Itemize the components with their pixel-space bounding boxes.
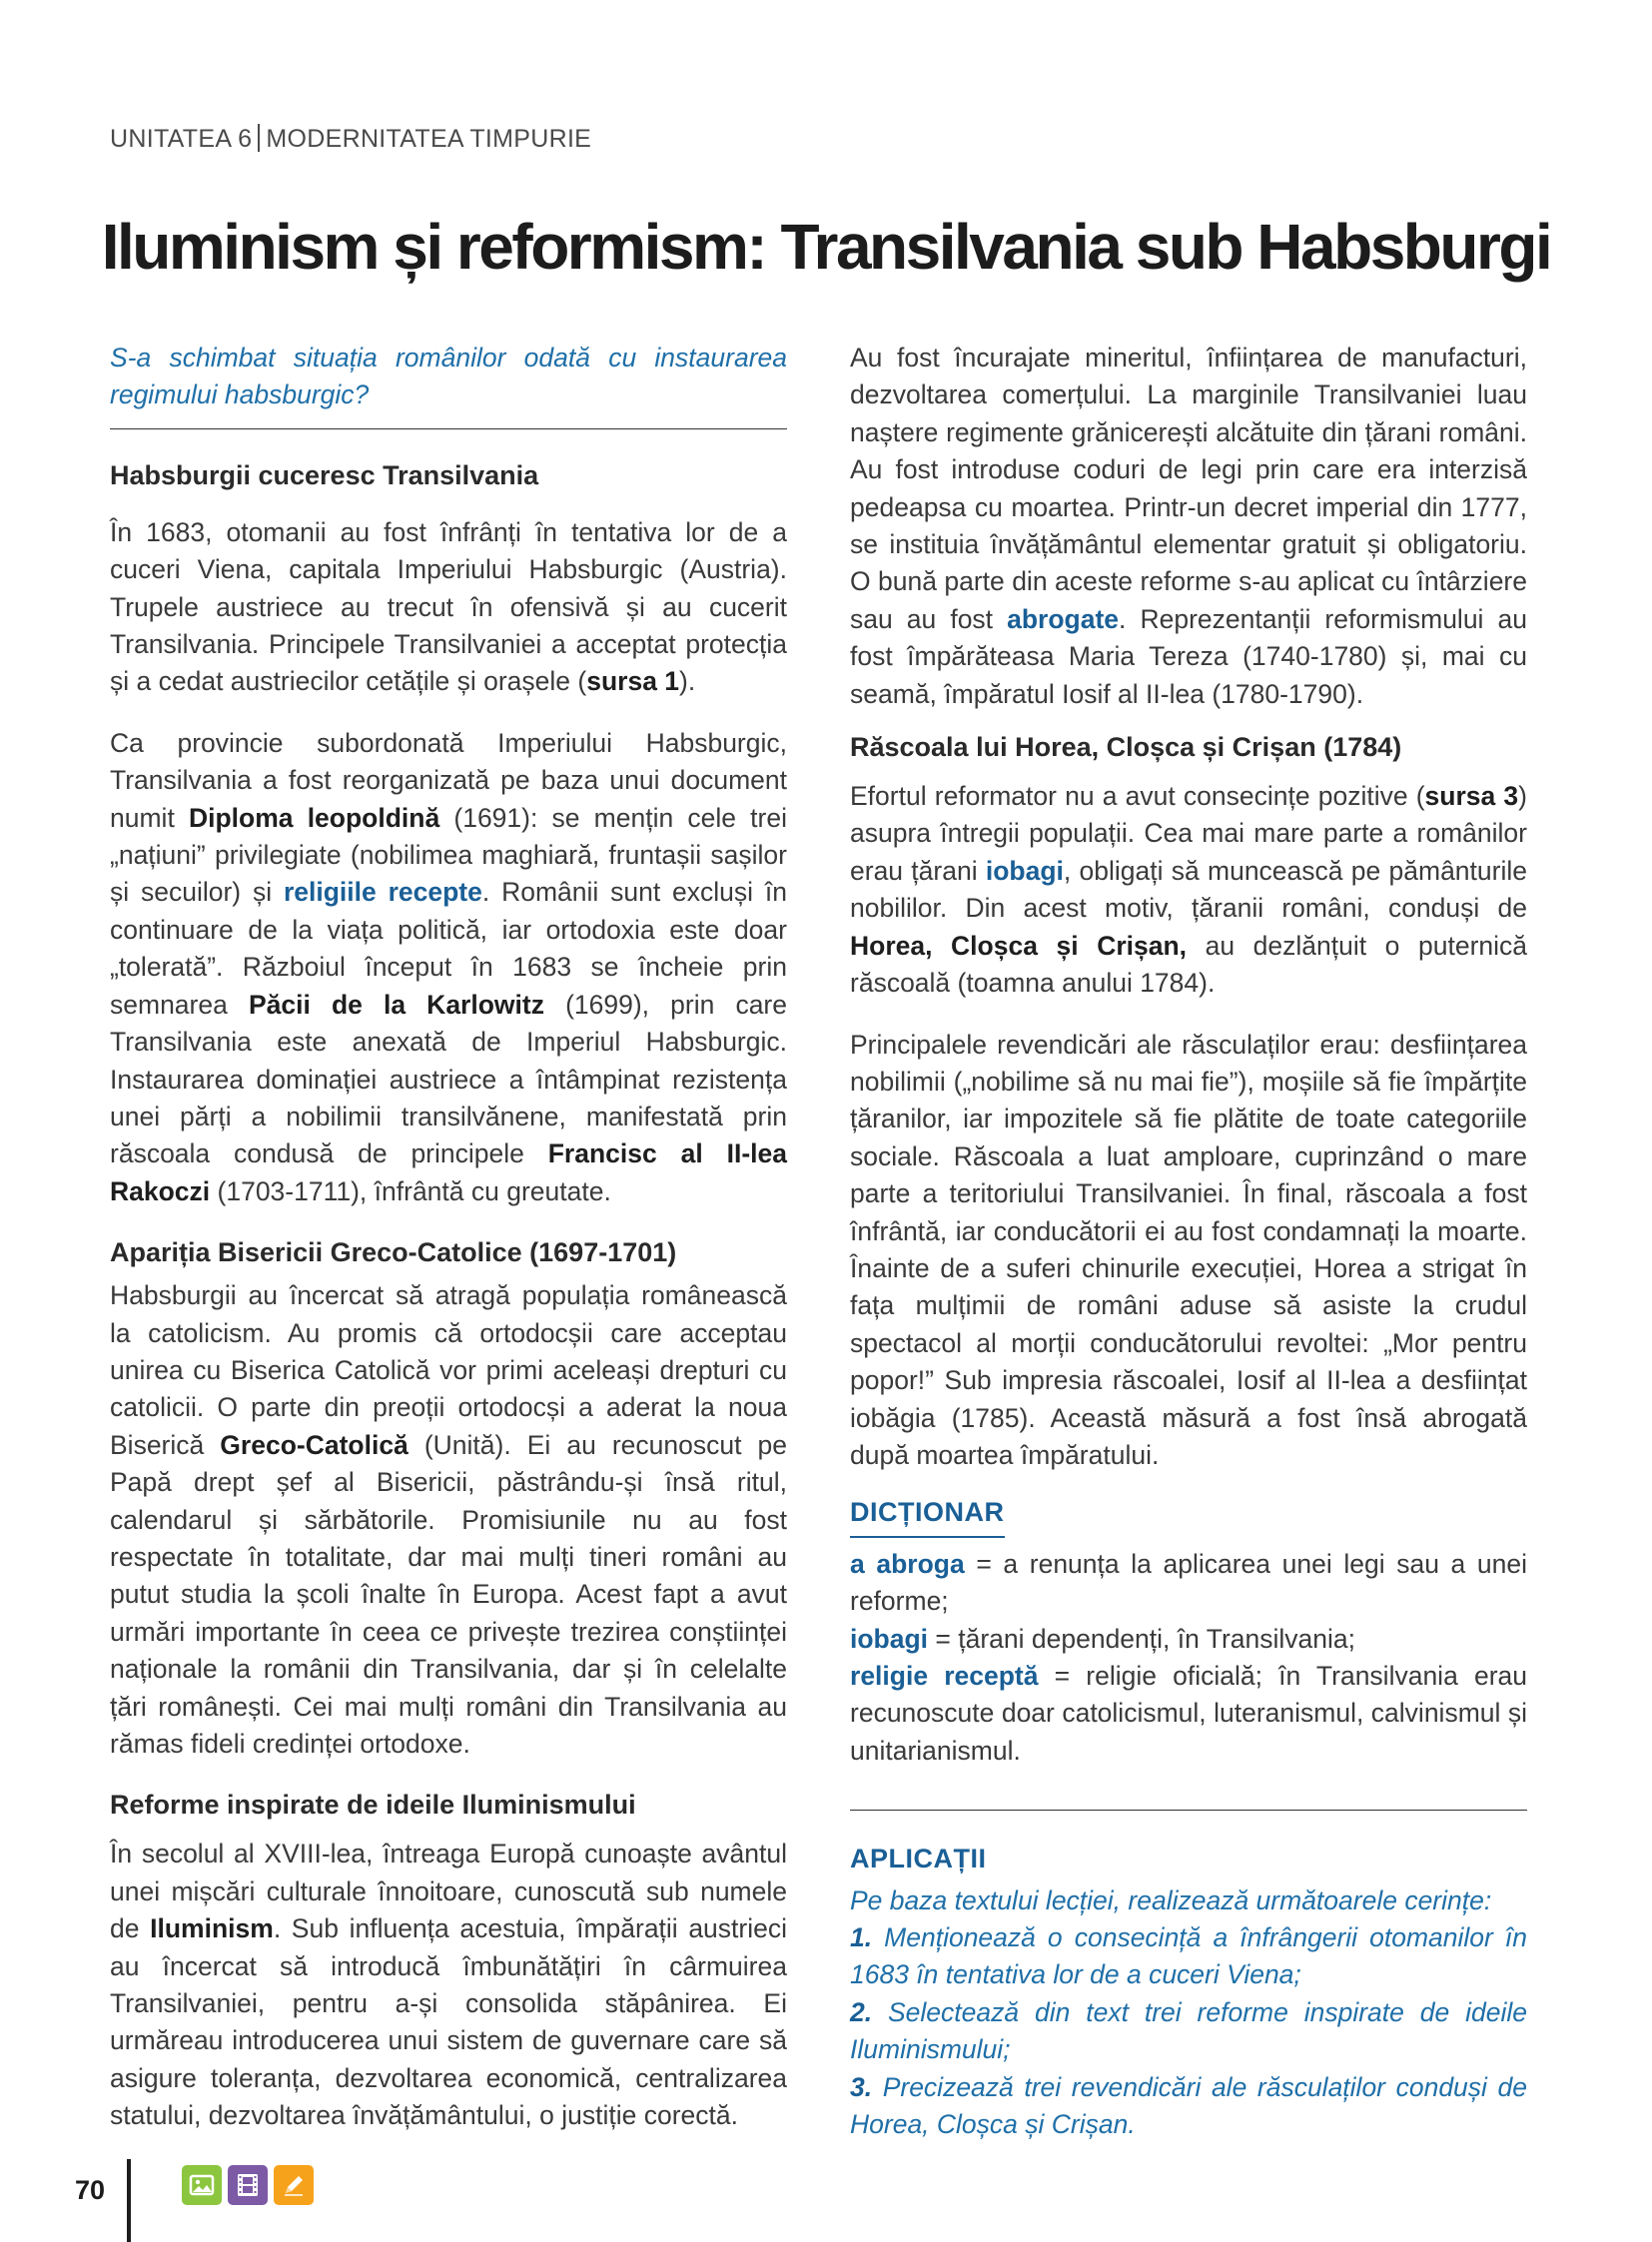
header-separator <box>258 124 260 152</box>
resource-icons <box>182 2165 314 2205</box>
applications-intro: Pe baza textului lecției, realizează următoarele cerințe: <box>850 1884 1492 1915</box>
heading-revolt: Răscoala lui Horea, Cloșca și Crișan (1784) <box>850 732 1402 763</box>
paragraph-conquest: În 1683, otomanii au fost înfrânți în tentativa lor de a cuceri Viena, capitala Imperiului Habsburgic (Austria). Trupele austriece au trecut în ofensivă și au cucerit Transilvania. Principele Transilvaniei a acceptat protecția și a cedat austriecilor cetățile și orașele (sursa 1). <box>110 516 787 697</box>
pencil-icon[interactable] <box>274 2165 314 2205</box>
term-karlowitz: Păcii de la Karlowitz <box>248 989 544 1020</box>
source-ref-3: sursa 3 <box>1424 781 1519 812</box>
heading-greco-catholic: Apariția Bisericii Greco-Catolice (1697-1701) <box>110 1237 677 1268</box>
paragraph-greco-catholic: Habsburgii au încercat să atragă populația românească la catolicism. Au promis că ortodocșii care acceptau unirea cu Biserica Catolică vor primi aceleași drepturi cu catolicii. O parte din preoții ortodocși a aderat la noua Biserică Greco-Catolică (Unită). Ei au recunoscut pe Papă drept șef al Bisericii, păstrându-și însă ritul, calendarul și sărbătorile. Promisiunile nu au fost respectate în totalitate, dar mai mulți tineri români au putut studia la școli înalte în Europa. Acest fapt a avut urmări importante în ceea ce privește trezirea conștiinței naționale la românii din Transilvania, dar și în celelalte țări românești. Cei mai mulți români din Transilvania au rămas fideli credinței ortodoxe. <box>110 1280 787 1759</box>
paragraph-reforms: Au fost încurajate mineritul, înființarea de manufacturi, dezvoltarea comerțului. La marginile Transilvaniei luau naștere regimente grănicerești alcătuite din țărani români. Au fost introduse coduri de legi prin care era interzisă pedeapsa cu moartea. Printr-un decret imperial din 1777, se instituia învățământul elementar gratuit și obligatoriu. O bună parte din aceste reforme s-au aplicat cu întârziere sau au fost abrogate. Reprezentanții reformismului au fost împărăteasa Maria Tereza (1740-1780) și, mai cu seamă, împăratul Iosif al II-lea (1780-1790). <box>850 343 1527 709</box>
dictionary-entry: iobagi = țărani dependenți, în Transilvania; <box>850 1623 1355 1654</box>
unit-header <box>110 124 591 154</box>
heading-habsburg-conquest: Habsburgii cuceresc Transilvania <box>110 459 539 490</box>
right-column <box>850 340 1527 2143</box>
dictionary-title: DICȚIONAR <box>850 1494 1005 1537</box>
term-greco-catolica: Greco-Catolică <box>220 1429 409 1460</box>
unit-label: UNITATEA 6 <box>110 125 253 153</box>
intro-question: S-a schimbat situația românilor odată cu instaurarea regimului habsburgic? <box>110 340 787 429</box>
page-number: 70 <box>75 2175 106 2205</box>
page-number-bar <box>127 2159 131 2242</box>
applications-title: APLICAȚII <box>850 1844 987 1874</box>
heading-enlightenment-reforms: Reforme inspirate de ideile Iluminismului <box>110 1790 636 1821</box>
term-rakoczi: Francisc al II-lea Rakoczi <box>110 1138 787 1206</box>
paragraph-diploma: Ca provincie subordonată Imperiului Habsburgic, Transilvania a fost reorganizată pe baza unui document numit Diploma leopoldină (1691): se mențin cele trei „națiuni” privilegiate (nobilimea maghiară, fruntașii sașilor și secuilor) și religiile recepte. Românii sunt excluși în continuare de la viața politică, iar ortodoxia este doar „tolerată”. Războiul început în 1683 se încheie prin semnarea Păcii de la Karlowitz (1699), prin care Transilvania este anexată de Imperiul Habsburgic. Instaurarea dominației austriece a întâmpinat rezistența unei părți a nobilimii transilvănene, manifestată prin răscoala condusă de principele Francisc al II-lea Rakoczi (1703-1711), înfrântă cu greutate. <box>110 727 787 1206</box>
term-abrogate: abrogate <box>1007 603 1120 634</box>
section-label: MODERNITATEA TIMPURIE <box>266 125 592 153</box>
application-task-3: 3. Precizează trei revendicări ale răsculaților conduși de Horea, Cloșca și Crișan. <box>850 2071 1527 2140</box>
paragraph-revolt: Efortul reformator nu a avut consecințe pozitive (sursa 3) asupra întregii populații. Cea mai mare parte a românilor erau țărani iobagi, obligați să muncească pe pământurile nobililor. Din acest motiv, țăranii români, conduși de Horea, Cloșca și Crișan, au dezlănțuit o puternică răscoală (toamna anului 1784). <box>850 781 1528 999</box>
page-title: Iluminism și reformism: Transilvania sub Habsburgi <box>101 211 1551 283</box>
term-iluminism: Iluminism <box>150 1913 274 1944</box>
dictionary-entry: religie receptă = religie oficială; în Transilvania erau recunoscute doar catolicismul, luteranismul, calvinismul și unitarianismul. <box>850 1661 1527 1766</box>
application-task-1: 1. Menționează o consecință a înfrângerii otomanilor în 1683 în tentativa lor de a cuceri Viena; <box>850 1922 1527 1990</box>
term-diploma: Diploma leopoldină <box>188 802 440 833</box>
paragraph-enlightenment: În secolul al XVIII-lea, întreaga Europă cunoaște avântul unei mișcări culturale înnoitoare, cunoscută sub numele de Iluminism. Sub influența acestuia, împărații austrieci au încercat să introducă îmbunătățiri în cârmuirea Transilvaniei, pentru a-și consolida stăpânirea. Ei urmăreau introducerea unui sistem de guvernare care să asigure toleranța, dezvoltarea economică, centralizarea statului, dezvoltarea învățământului, o justiție corectă. <box>110 1839 787 2131</box>
film-icon[interactable] <box>228 2165 268 2205</box>
term-religii-recepte: religiile recepte <box>283 877 482 908</box>
term-leaders: Horea, Cloșca și Crișan, <box>850 930 1188 961</box>
term-iobagi: iobagi <box>985 855 1064 886</box>
application-task-2: 2. Selectează din text trei reforme inspirate de ideile Iluminismului; <box>850 1996 1527 2065</box>
dictionary-entry: a abroga = a renunța la aplicarea unei legi sau a unei reforme; <box>850 1548 1527 1617</box>
image-icon[interactable] <box>182 2165 222 2205</box>
left-column <box>110 340 787 2135</box>
paragraph-demands: Principalele revendicări ale răsculaților erau: desființarea nobilimii („nobilime să nu mai fie”), moșiile să fie împărțite țăranilor, iar impozitele să fie plătite de toate categoriile sociale. Răscoala a luat amploare, cuprinzând o mare parte a teritoriului Transilvaniei. În final, răscoala a fost înfrântă, iar conducătorii ei au fost condamnați la moarte. Înainte de a suferi chinurile execuției, Horea a strigat în fața mulțimii de români aduse să asiste la crudul spectacol al morții conducătorului revoltei: „Mor pentru popor!” Sub impresia răscoalei, Iosif al II-lea a desființat iobăgia (1785). Această măsură a fost însă abrogată după moartea împăratului. <box>850 1029 1527 1470</box>
source-ref: sursa 1 <box>586 666 680 697</box>
